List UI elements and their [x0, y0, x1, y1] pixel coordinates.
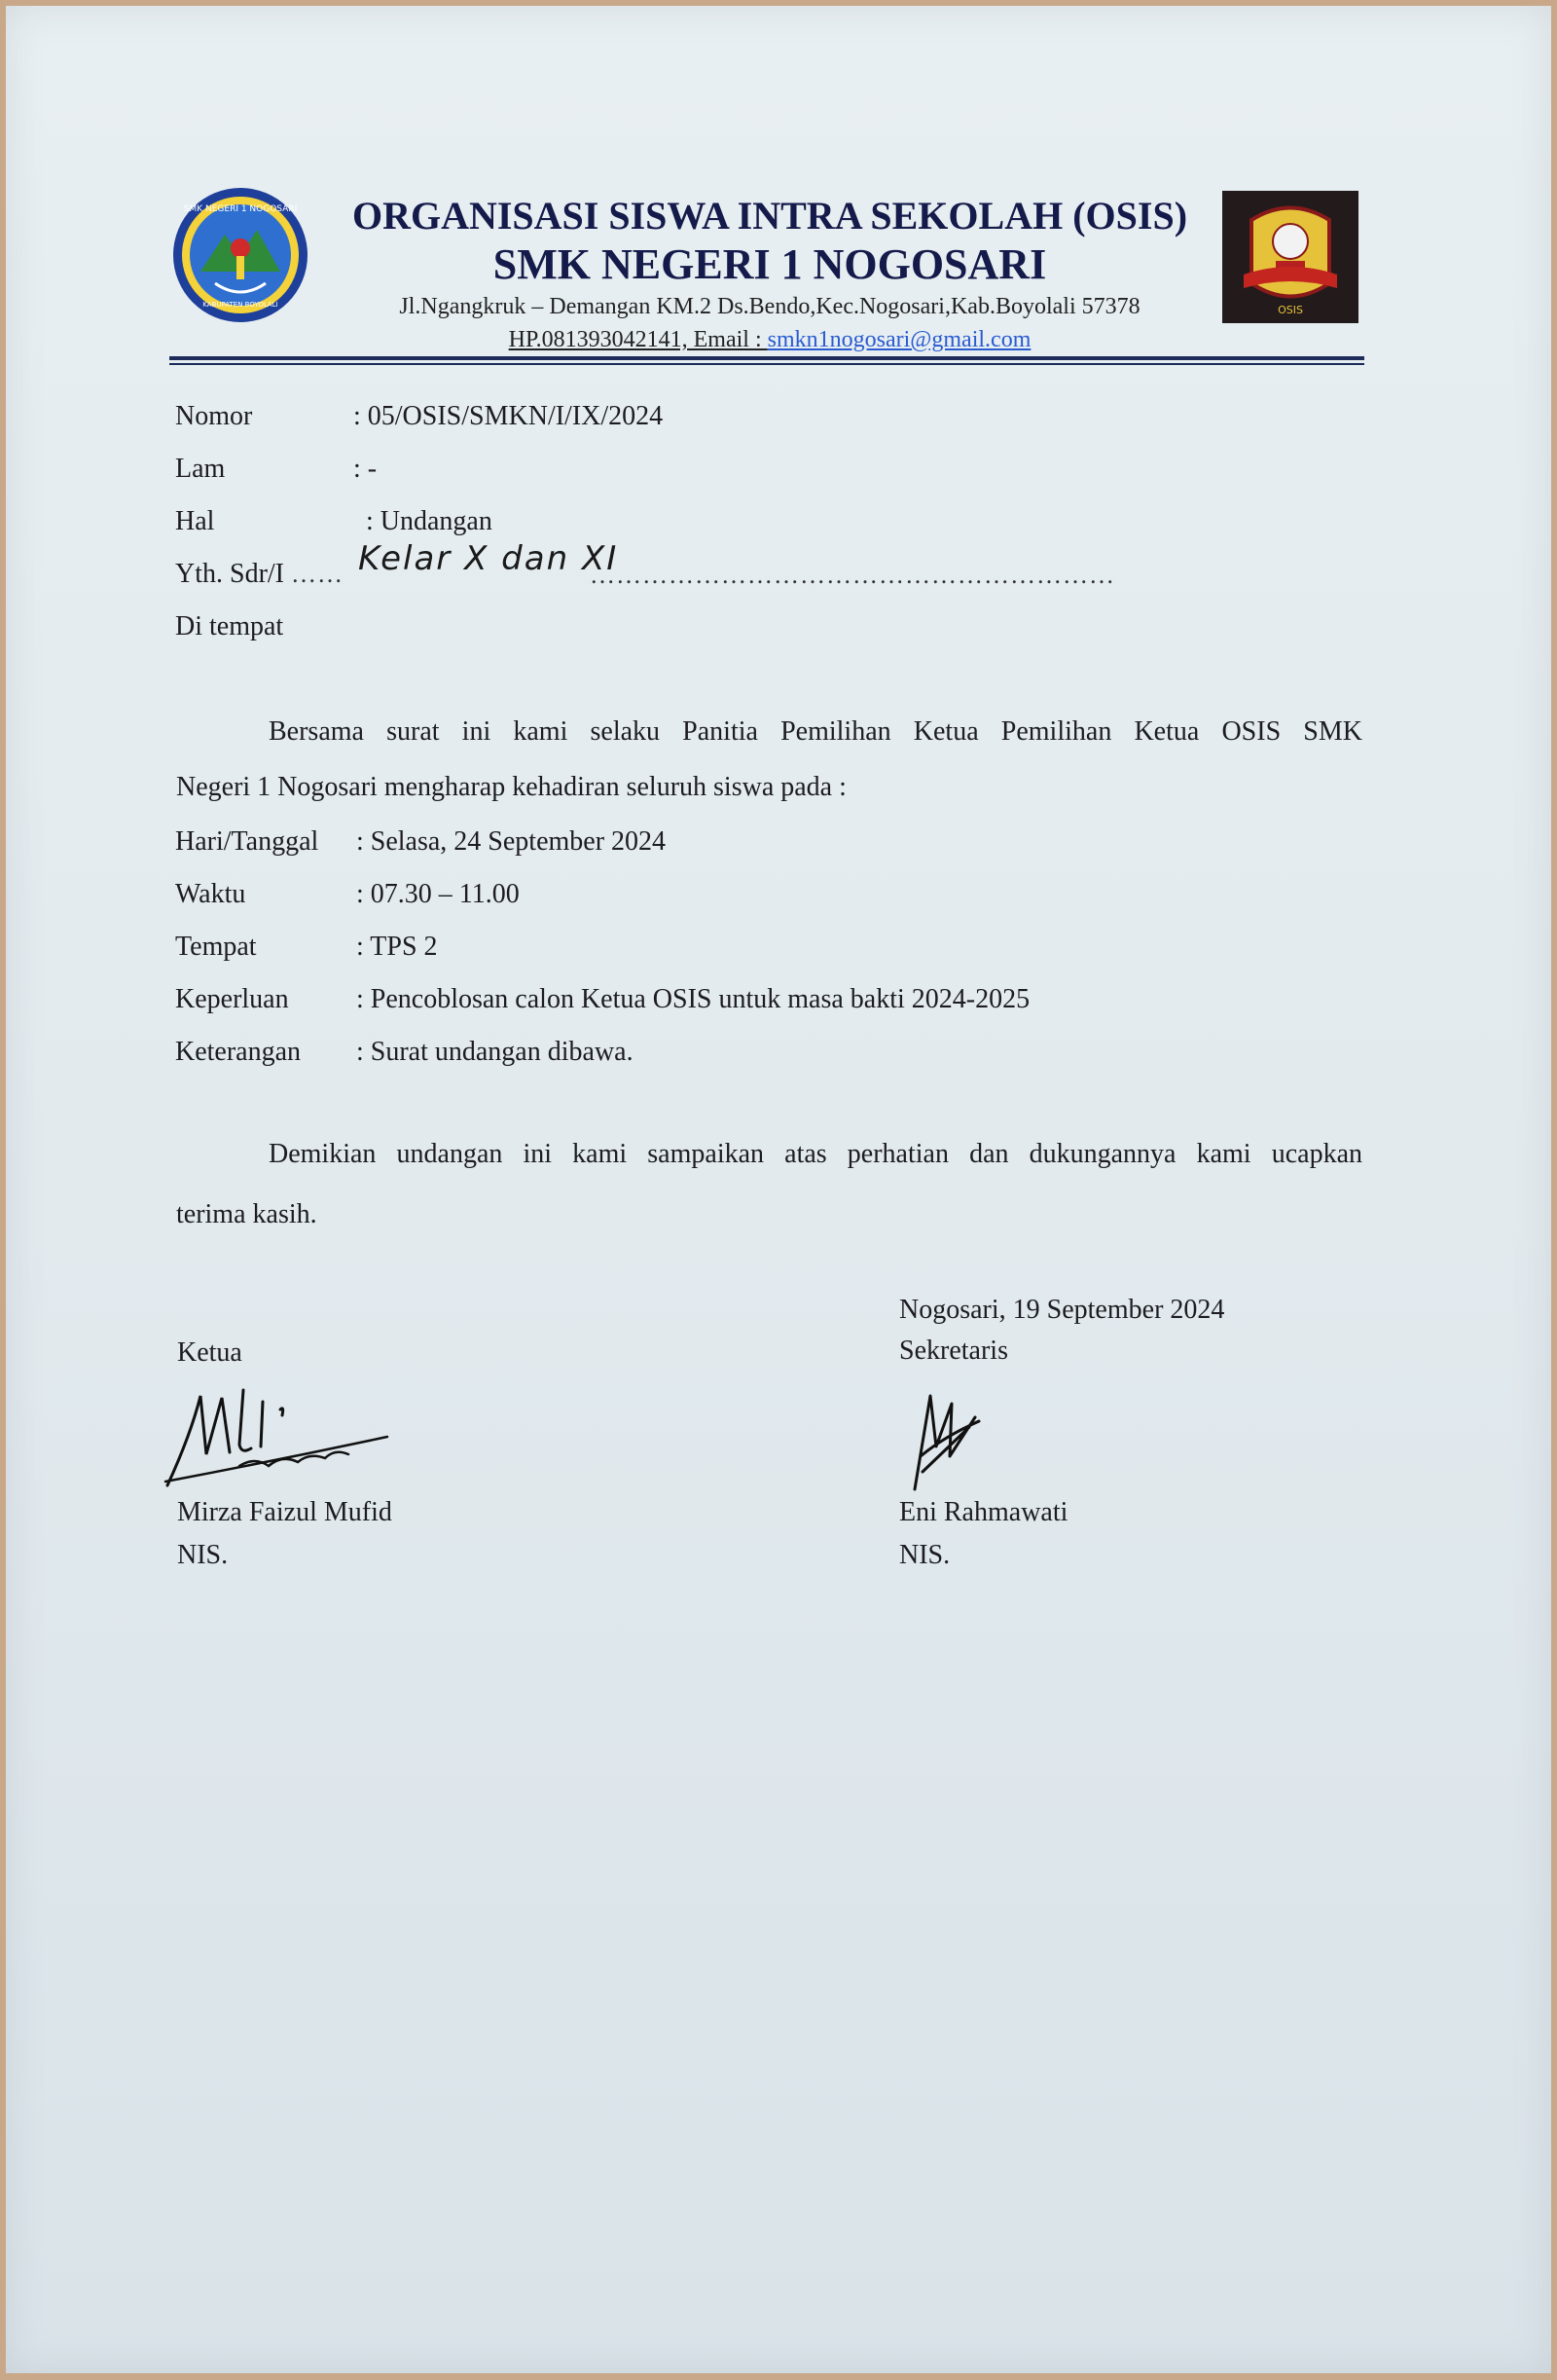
body-paragraph-2-line-1: Demikian undangan ini kami sampaikan atas perhatian dan dukungannya kami ucapkan: [269, 1139, 1362, 1169]
hal-label: Hal: [175, 506, 215, 536]
recipient-handwritten: Kelar X dan XI: [358, 539, 619, 578]
school-address: Jl.Ngangkruk – Demangan KM.2 Ds.Bendo,Kec.Nogosari,Kab.Boyolali 57378: [399, 294, 1141, 319]
header-rule: [169, 356, 1364, 360]
detail-value-note: : Surat undangan dibawa.: [356, 1037, 634, 1067]
recipient-line: [175, 559, 344, 590]
phone-text: HP.081393042141, Email :: [508, 327, 768, 352]
signer-left-name: Mirza Faizul Mufid: [177, 1497, 392, 1527]
school-logo: [171, 186, 309, 324]
svg-text:SMK NEGERI 1 NOGOSARI: SMK NEGERI 1 NOGOSARI: [183, 204, 298, 214]
header-rule-thin: [169, 363, 1364, 365]
signer-right-role: Sekretaris: [899, 1336, 1008, 1366]
hal-value: : Undangan: [366, 506, 492, 536]
detail-label-note: Keterangan: [175, 1037, 302, 1067]
body-paragraph-1-line-2: Negeri 1 Nogosari mengharap kehadiran seluruh siswa pada :: [176, 772, 847, 802]
email-link[interactable]: smkn1nogosari@gmail.com: [767, 327, 1032, 352]
signer-right-nis: NIS.: [899, 1540, 951, 1570]
detail-value-place: : TPS 2: [356, 932, 438, 962]
letter-paper: [6, 6, 1551, 2373]
recipient-dots-right: ……………………………………………………: [590, 561, 1115, 589]
osis-logo: [1222, 191, 1358, 323]
nomor-label: Nomor: [175, 401, 253, 431]
signature-left: [162, 1376, 395, 1493]
detail-label-purpose: Keperluan: [175, 984, 289, 1014]
detail-value-purpose: : Pencoblosan calon Ketua OSIS untuk masa bakti 2024-2025: [356, 984, 1031, 1014]
organization-name: ORGANISASI SISWA INTRA SEKOLAH (OSIS): [351, 194, 1188, 238]
contact-line: [317, 327, 1222, 353]
recipient-location: Di tempat: [175, 611, 284, 641]
detail-label-time: Waktu: [175, 879, 246, 909]
signer-left-nis: NIS.: [177, 1540, 229, 1570]
signer-right-name: Eni Rahmawati: [899, 1497, 1068, 1527]
body-paragraph-2-line-2: terima kasih.: [176, 1199, 317, 1229]
detail-label-date: Hari/Tanggal: [175, 826, 319, 857]
recipient-label: Yth. Sdr/I: [175, 559, 284, 589]
nomor-value: : 05/OSIS/SMKN/I/IX/2024: [353, 401, 664, 431]
signer-left-role: Ketua: [177, 1337, 242, 1368]
svg-text:OSIS: OSIS: [1278, 304, 1303, 316]
signature-right: [901, 1388, 998, 1495]
recipient-dots-left: ……: [291, 560, 344, 588]
detail-label-place: Tempat: [175, 932, 257, 962]
school-name: SMK NEGERI 1 NOGOSARI: [492, 240, 1047, 288]
place-date: Nogosari, 19 September 2024: [899, 1295, 1225, 1325]
body-paragraph-1-line-1: Bersama surat ini kami selaku Panitia Pemilihan Ketua Pemilihan Ketua OSIS SMK: [269, 716, 1362, 747]
lampiran-label: Lam: [175, 454, 226, 484]
lampiran-value: : -: [353, 454, 378, 484]
detail-value-date: : Selasa, 24 September 2024: [356, 826, 667, 857]
detail-value-time: : 07.30 – 11.00: [356, 879, 520, 909]
svg-text:KABUPATEN BOYOLALI: KABUPATEN BOYOLALI: [202, 301, 278, 309]
